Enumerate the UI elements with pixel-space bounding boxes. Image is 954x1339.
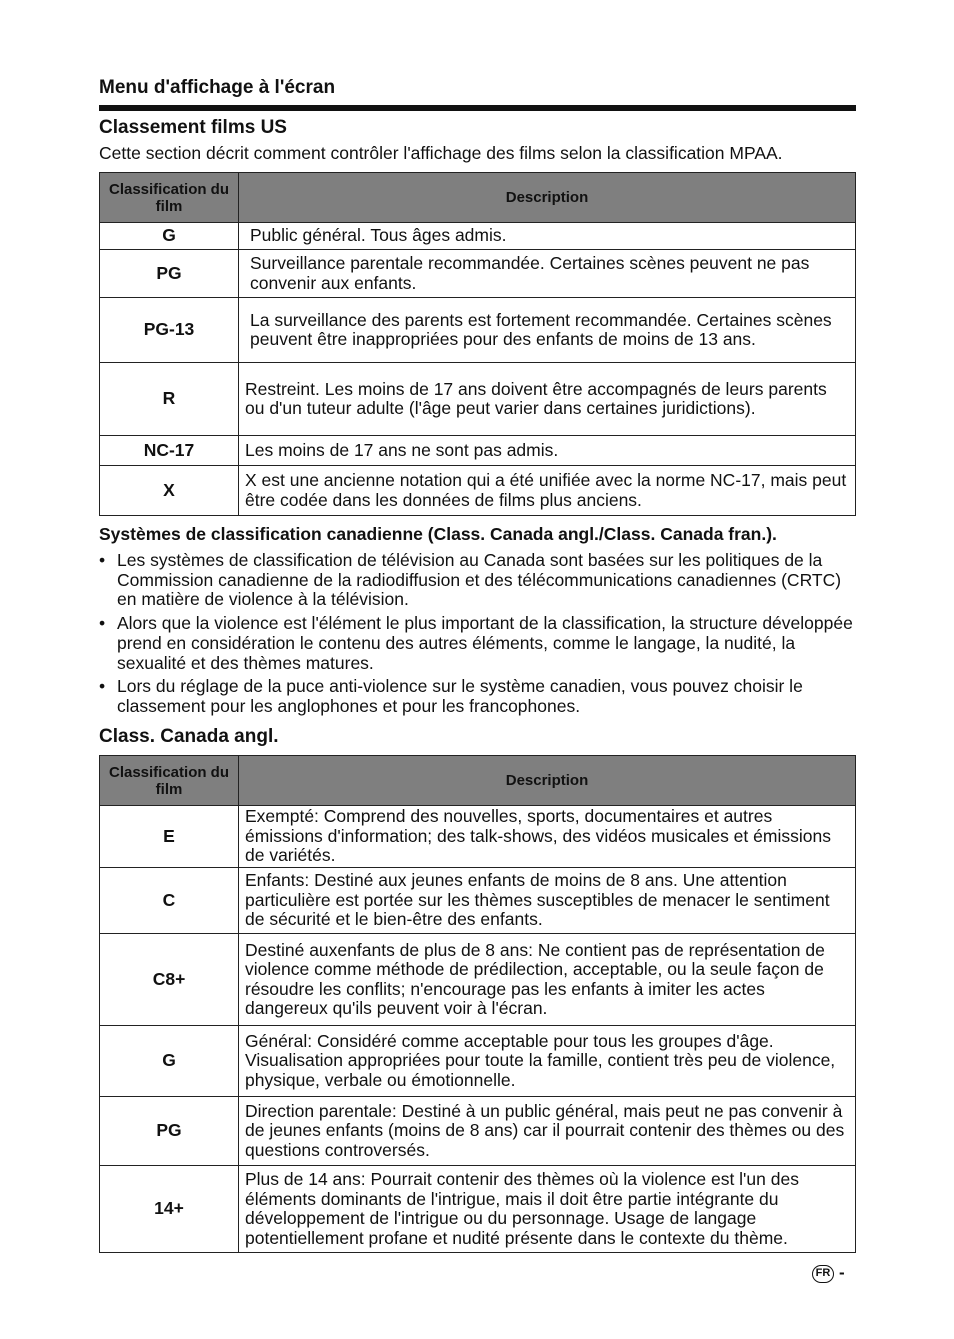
table-row bbox=[100, 223, 856, 250]
rating-code: C bbox=[100, 868, 239, 934]
bullet-icon: • bbox=[99, 613, 106, 634]
rating-code: NC-17 bbox=[100, 436, 239, 466]
col-header-description: Description bbox=[239, 756, 856, 806]
col-header-classification: Classification du film bbox=[100, 173, 239, 223]
section-header: Menu d'affichage à l'écran bbox=[99, 77, 336, 98]
rating-code: X bbox=[100, 466, 239, 516]
table-row bbox=[100, 1026, 856, 1097]
us-intro: Cette section décrit comment contrôler l'affichage des films selon la classification MPAA. bbox=[99, 143, 783, 163]
table-header-row bbox=[100, 756, 856, 806]
bullet-icon: • bbox=[99, 550, 106, 570]
rating-description: Les moins de 17 ans ne sont pas admis. bbox=[239, 436, 856, 466]
table-row bbox=[100, 806, 856, 868]
rating-description: Général: Considéré comme acceptable pour tous les groupes d'âge. Visualisation appropriées pour toute la famille, contient très peu de violence, physique, verbale ou émotionnelle. bbox=[239, 1026, 856, 1097]
canada-eng-ratings-table bbox=[99, 755, 856, 1253]
rating-description: Restreint. Les moins de 17 ans doivent être accompagnés de leurs parents ou d'un tuteur adulte (l'âge peut varier dans certaines juridictions). bbox=[239, 363, 856, 436]
rating-code: PG bbox=[100, 250, 239, 298]
bullet-text: Les systèmes de classification de télévision au Canada sont basées sur les politiques de la Commission canadienne de la radiodiffusion et des télécommunications canadiennes (CRTC) en matière de violence à la télévision. bbox=[117, 550, 842, 610]
table-row bbox=[100, 1166, 856, 1253]
rating-code: E bbox=[100, 806, 239, 868]
canada-bullet-list bbox=[99, 551, 859, 721]
rating-description: Destiné auxenfants de plus de 8 ans: Ne contient pas de représentation de violence comme méthode de prédilection, acceptable, ou la seule façon de résoudre les conflits; n'encourage pas les enfants à imiter les actes dangereux qu'ils peuvent voir à l'écran. bbox=[239, 934, 856, 1026]
rating-code: G bbox=[100, 1026, 239, 1097]
rating-description: Enfants: Destiné aux jeunes enfants de moins de 8 ans. Une attention particulière est portée sur les thèmes susceptibles de menacer le sentiment de sécurité et le bien-être des enfants. bbox=[239, 868, 856, 934]
table-row bbox=[100, 436, 856, 466]
list-item bbox=[99, 551, 859, 610]
rating-description: Plus de 14 ans: Pourrait contenir des thèmes où la violence est l'un des éléments dominants de l'intrigue, mais il doit être partie intégrante du développement de l'intrigue ou du personnage. Usage de langage potentiellement profane et nudité présente dans le contexte du thème. bbox=[239, 1166, 856, 1253]
col-header-description: Description bbox=[239, 173, 856, 223]
table-header-row bbox=[100, 173, 856, 223]
table-row bbox=[100, 466, 856, 516]
us-ratings-table bbox=[99, 172, 856, 516]
table-row bbox=[100, 934, 856, 1026]
rating-code: PG bbox=[100, 1097, 239, 1166]
rating-description: Direction parentale: Destiné à un public général, mais peut ne pas convenir à de jeunes enfants (moins de 8 ans) car il pourrait contenir des thèmes ou des questions controversés. bbox=[239, 1097, 856, 1166]
rating-description: X est une ancienne notation qui a été unifiée avec la norme NC-17, mais peut être codée dans les données de films plus anciens. bbox=[239, 466, 856, 516]
col-header-classification: Classification du film bbox=[100, 756, 239, 806]
rating-code: 14+ bbox=[100, 1166, 239, 1253]
bullet-icon: • bbox=[99, 676, 106, 697]
bullet-text: Lors du réglage de la puce anti-violence sur le système canadien, vous pouvez choisir le classement pour les anglophones et pour les francophones. bbox=[117, 676, 803, 716]
canada-systems-title: Systèmes de classification canadienne (Class. Canada angl./Class. Canada fran.). bbox=[99, 524, 777, 544]
table-row bbox=[100, 1097, 856, 1166]
rating-code: R bbox=[100, 363, 239, 436]
us-section-title: Classement films US bbox=[99, 117, 287, 138]
table-row bbox=[100, 363, 856, 436]
table-row bbox=[100, 868, 856, 934]
rating-description: Public général. Tous âges admis. bbox=[239, 223, 856, 250]
table-row bbox=[100, 298, 856, 363]
list-item bbox=[99, 677, 859, 716]
language-badge-icon: FR bbox=[812, 1265, 834, 1283]
rating-description: La surveillance des parents est fortement recommandée. Certaines scènes peuvent être inappropriées pour des enfants de moins de 13 ans. bbox=[239, 298, 856, 363]
table-row bbox=[100, 250, 856, 298]
rating-description: Exempté: Comprend des nouvelles, sports, documentaires et autres émissions d'information; des talk-shows, des vidéos musicales et émissions de variétés. bbox=[239, 806, 856, 868]
rating-code: G bbox=[100, 223, 239, 250]
bullet-text: Alors que la violence est l'élément le plus important de la classification, la structure développée prend en considération le contenu des autres éléments, comme le langage, la nudité, la sexualité et des thèmes matures. bbox=[117, 613, 853, 673]
rating-code: C8+ bbox=[100, 934, 239, 1026]
header-rule bbox=[99, 105, 856, 111]
canada-eng-title: Class. Canada angl. bbox=[99, 726, 279, 747]
rating-code: PG-13 bbox=[100, 298, 239, 363]
page-number-dash: - bbox=[839, 1263, 845, 1282]
list-item bbox=[99, 614, 859, 673]
rating-description: Surveillance parentale recommandée. Certaines scènes peuvent ne pas convenir aux enfants. bbox=[239, 250, 856, 298]
